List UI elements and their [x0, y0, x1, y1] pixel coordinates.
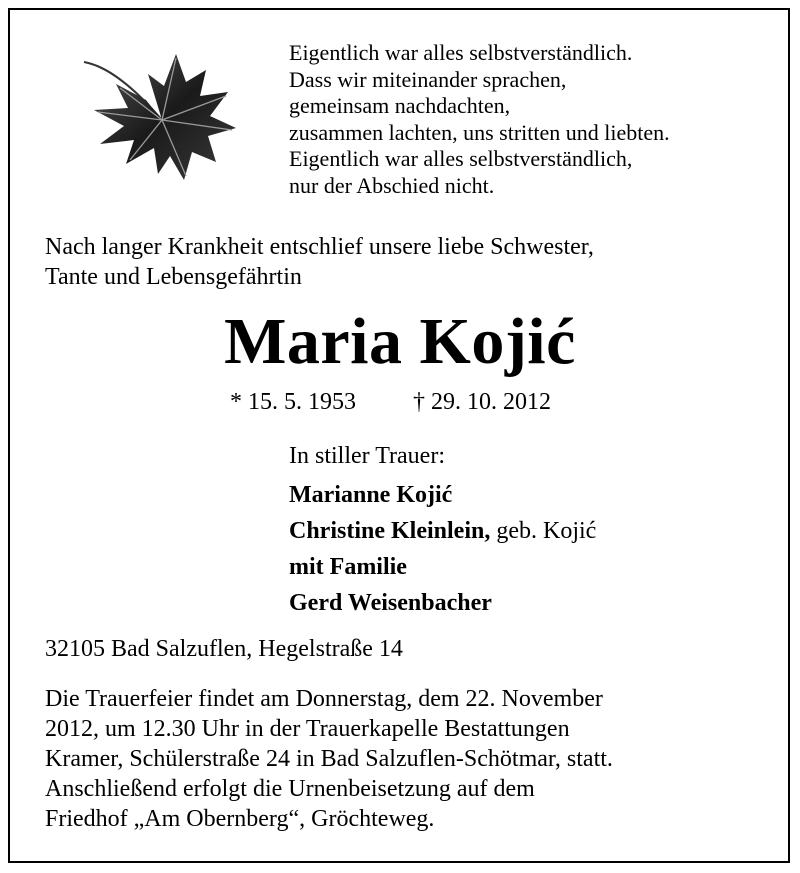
ceremony-line: 2012, um 12.30 Uhr in der Trauerkapelle Bestattungen — [45, 716, 570, 742]
birth-date: * 15. 5. 1953 — [230, 389, 356, 415]
death-date: † 29. 10. 2012 — [413, 389, 551, 415]
mourner-suffix: geb. Kojić — [490, 518, 597, 544]
mourner — [289, 549, 596, 585]
poem — [289, 40, 670, 199]
intro-line: Nach langer Krankheit entschlief unsere liebe Schwester, — [45, 234, 594, 260]
mourner-name: Gerd Weisenbacher — [289, 590, 492, 616]
mourner — [289, 585, 596, 621]
address: 32105 Bad Salzuflen, Hegelstraße 14 — [45, 636, 403, 662]
ceremony-line: Friedhof „Am Obernberg“, Gröchteweg. — [45, 806, 435, 832]
poem-line: Dass wir miteinander sprachen, — [289, 66, 567, 92]
ceremony-line: Anschließend erfolgt die Urnenbeisetzung auf dem — [45, 776, 535, 802]
poem-line: Eigentlich war alles selbstverständlich, — [289, 146, 633, 171]
poem-line: gemeinsam nachdachten, — [289, 93, 511, 118]
mourner-name: mit Familie — [289, 554, 407, 580]
deceased-name: Maria Kojić — [224, 305, 576, 378]
mourner-name: Marianne Kojić — [289, 482, 453, 508]
mourner — [289, 477, 596, 513]
mourner — [289, 513, 596, 549]
poem-line: zusammen lachten, uns stritten und liebten. — [289, 119, 670, 145]
ceremony-line: Die Trauerfeier findet am Donnerstag, dem 22. November — [45, 686, 603, 712]
intro-line: Tante und Lebensgefährtin — [45, 264, 302, 290]
mourning-label: In stiller Trauer: — [289, 443, 445, 469]
poem-line: nur der Abschied nicht. — [289, 172, 495, 198]
maple-leaf-icon — [76, 44, 246, 204]
mourners-list — [289, 477, 596, 621]
ceremony-line: Kramer, Schülerstraße 24 in Bad Salzuflen-Schötmar, statt. — [45, 746, 613, 772]
poem-line: Eigentlich war alles selbstverständlich. — [289, 40, 633, 65]
mourner-name: Christine Kleinlein, — [289, 518, 491, 544]
intro-text — [45, 232, 594, 292]
ceremony-text — [45, 684, 613, 834]
